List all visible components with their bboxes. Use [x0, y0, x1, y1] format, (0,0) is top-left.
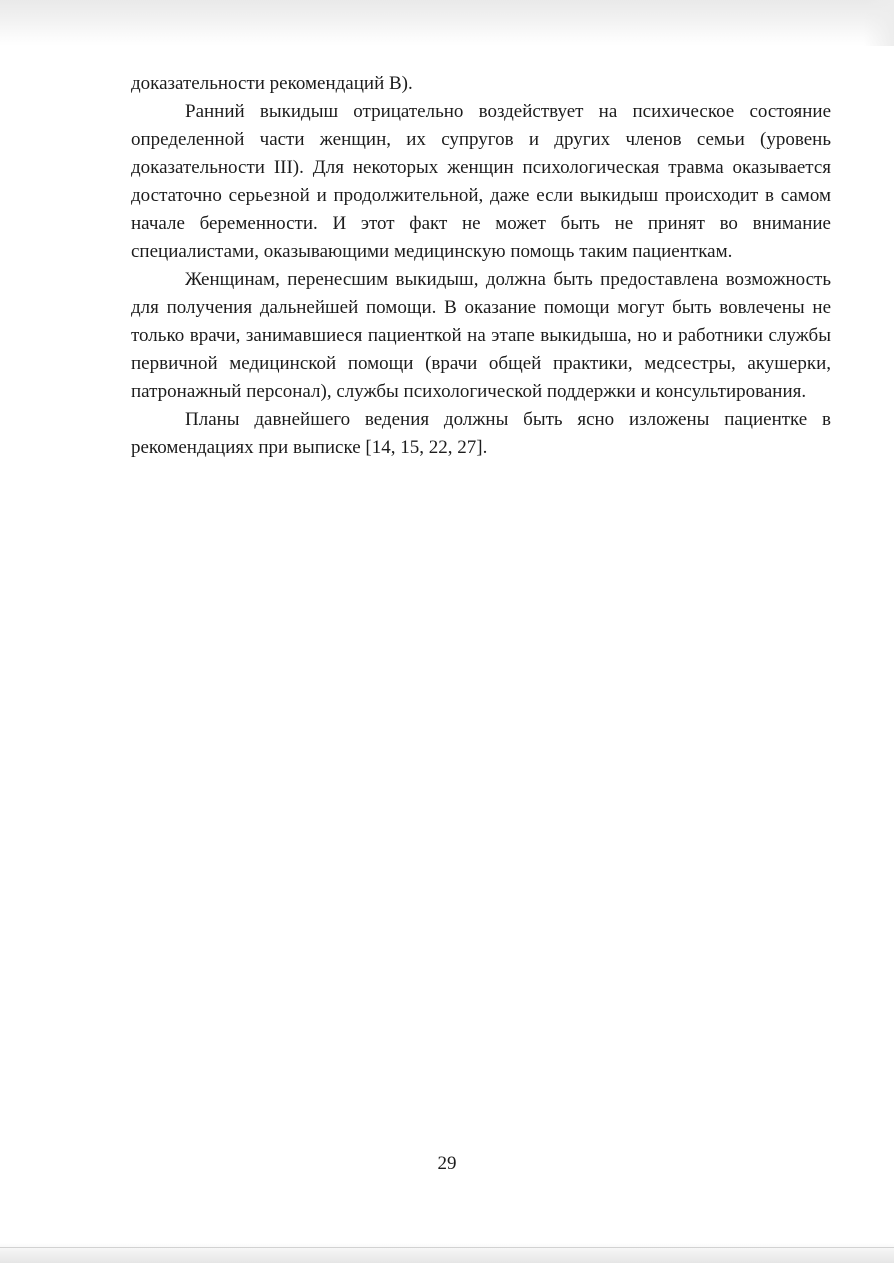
paragraph-psychological-impact: Ранний выкидыш отрицательно воздействует на психическое состояние определенной части женщин, их супругов и других членов семьи (уровень доказательности III). Для некоторых женщин психологическая травма оказывается достаточно серьезной и продолжительной, даже если выкидыш происходит в самом начале беременности. И этот факт не может быть не принят во внимание специалистами, оказывающими медицинскую помощь таким пациенткам.	[131, 101, 831, 262]
page-body	[131, 70, 831, 462]
paragraph-continuation: доказательности рекомендаций В).	[131, 73, 413, 94]
scan-edge-line	[0, 1247, 894, 1248]
page-number: 29	[437, 1153, 457, 1174]
paragraph-further-help: Женщинам, перенесшим выкидыш, должна быть предоставлена возможность для получения дальнейшей помощи. В оказание помощи могут быть вовлечены не только врачи, занимавшиеся пациенткой на этапе выкидыша, но и работники службы первичной медицинской помощи (врачи общей практики, медсестры, акушерки, патронажный персонал), службы психологической поддержки и консультирования.	[131, 269, 831, 402]
scan-shadow-top	[0, 0, 894, 46]
scan-shadow-bottom	[0, 1243, 894, 1263]
scan-shadow-corner	[864, 0, 894, 46]
paragraph-discharge-plans: Планы давнейшего ведения должны быть ясно изложены пациентке в рекомендациях при выписке [14, 15, 22, 27].	[131, 409, 831, 458]
